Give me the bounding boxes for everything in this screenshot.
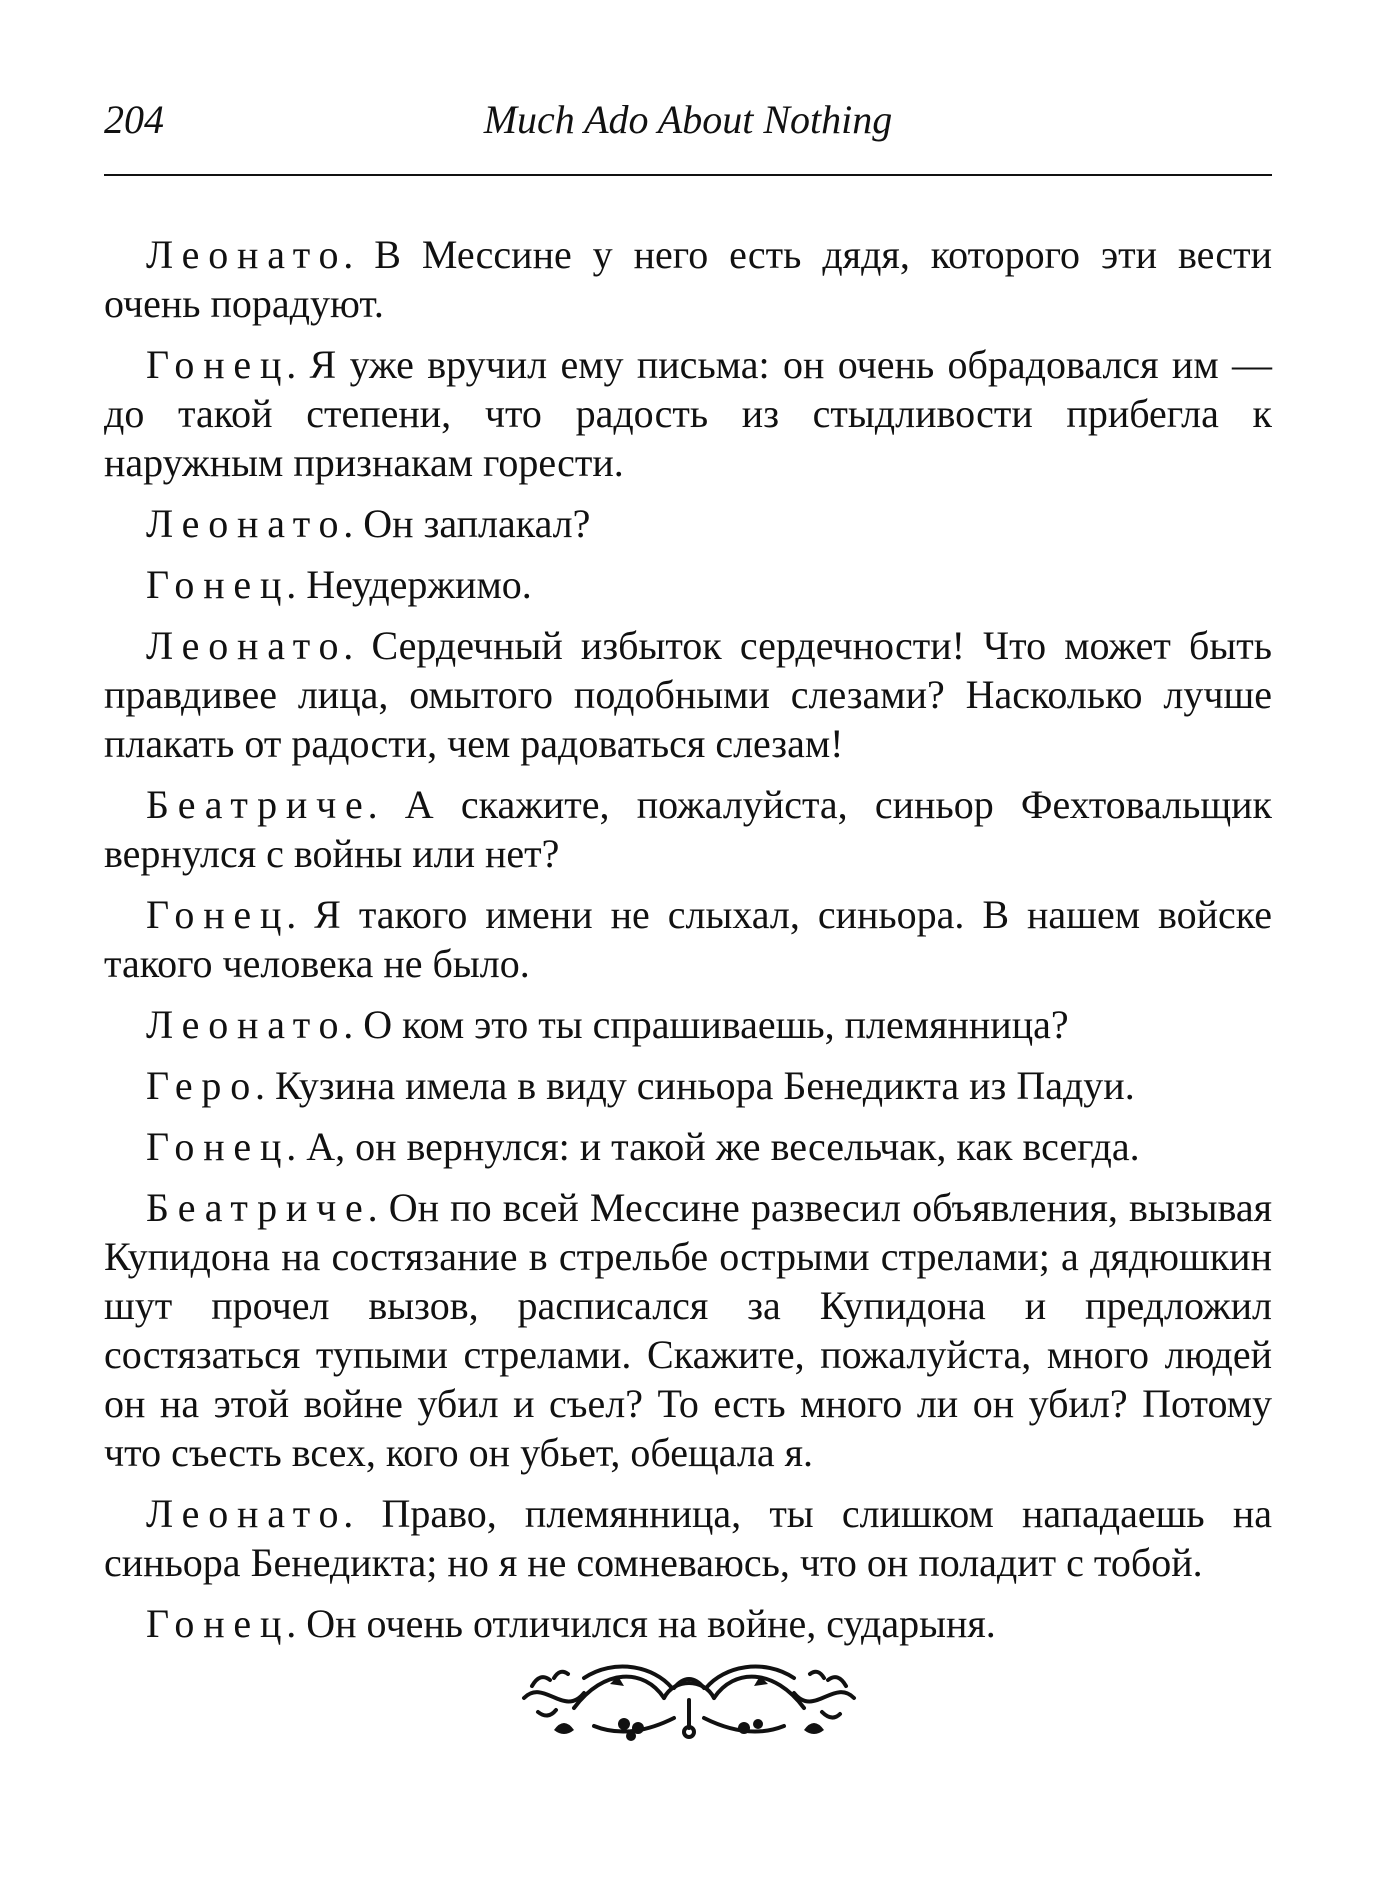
dialogue-line bbox=[104, 230, 1272, 328]
dialogue-text bbox=[104, 230, 1272, 1660]
speech-text: . Я такого имени не слыхал, синьора. В нашем войске такого человека не было. bbox=[104, 892, 1272, 986]
speaker-name: Леонато bbox=[146, 1002, 348, 1047]
page-number: 204 bbox=[104, 97, 164, 142]
header-rule bbox=[104, 174, 1272, 176]
speaker-name: Беатриче bbox=[146, 1185, 372, 1230]
running-head bbox=[104, 96, 1272, 156]
speech-text: . О ком это ты спрашиваешь, племянница? bbox=[343, 1002, 1069, 1047]
speech-text: . Он очень отличился на войне, сударыня. bbox=[286, 1601, 996, 1646]
speech-text: . Я уже вручил ему письма: он очень обрадовался им — до такой степени, что радость из стыдливости прибегла к наружным признакам горести. bbox=[104, 342, 1272, 485]
speech-text: . Неудержимо. bbox=[286, 562, 532, 607]
speaker-name: Гонец bbox=[146, 892, 291, 937]
dialogue-line bbox=[104, 780, 1272, 878]
speaker-name: Гонец bbox=[146, 342, 291, 387]
speaker-name: Леонато bbox=[146, 1491, 348, 1536]
dialogue-line bbox=[104, 890, 1272, 988]
speech-text: . Право, племянница, ты слишком нападаешь на синьора Бенедикта; но я не сомневаюсь, что он поладит с тобой. bbox=[104, 1491, 1272, 1585]
speaker-name: Леонато bbox=[146, 623, 348, 668]
speaker-name: Леонато bbox=[146, 232, 348, 277]
speech-text: . В Мессине у него есть дядя, которого эти вести очень порадуют. bbox=[104, 232, 1272, 326]
speech-text: . Сердечный избыток сердечности! Что может быть правдивее лица, омытого подобными слезами? Насколько лучше плакать от радости, чем радоваться слезам! bbox=[104, 623, 1272, 766]
speech-text: . А, он вернулся: и такой же весельчак, как всегда. bbox=[286, 1124, 1140, 1169]
speech-text: . Он заплакал? bbox=[343, 501, 591, 546]
speaker-name: Беатриче bbox=[146, 782, 372, 827]
dialogue-line bbox=[104, 560, 1272, 609]
dialogue-line bbox=[104, 1599, 1272, 1648]
speech-text: . Он по всей Мессине развесил объявления, вызывая Купидона на состязание в стрельбе острыми стрелами; а дядюшкин шут прочел вызов, расписался за Купидона и предложил состязаться тупыми стрелами. Скажите, пожалуйста, много людей он на этой войне убил и съел? То есть много ли он убил? Потому что съесть всех, кого он убьет, обещала я. bbox=[104, 1185, 1272, 1475]
dialogue-line bbox=[104, 1000, 1272, 1049]
speaker-name: Гонец bbox=[146, 1601, 291, 1646]
speaker-name: Гонец bbox=[146, 1124, 291, 1169]
floral-tailpiece-icon bbox=[514, 1648, 864, 1748]
book-title: Much Ado About Nothing bbox=[483, 97, 893, 142]
dialogue-line bbox=[104, 1183, 1272, 1477]
dialogue-line bbox=[104, 1489, 1272, 1587]
dialogue-line bbox=[104, 340, 1272, 487]
speaker-name: Леонато bbox=[146, 501, 348, 546]
dialogue-line bbox=[104, 1122, 1272, 1171]
speaker-name: Геро bbox=[146, 1063, 260, 1108]
speech-text: . А скажите, пожалуйста, синьор Фехтовальщик вернулся с войны или нет? bbox=[104, 782, 1272, 876]
speech-text: . Кузина имела в виду синьора Бенедикта из Падуи. bbox=[255, 1063, 1135, 1108]
dialogue-line bbox=[104, 499, 1272, 548]
dialogue-line bbox=[104, 1061, 1272, 1110]
dialogue-line bbox=[104, 621, 1272, 768]
speaker-name: Гонец bbox=[146, 562, 291, 607]
